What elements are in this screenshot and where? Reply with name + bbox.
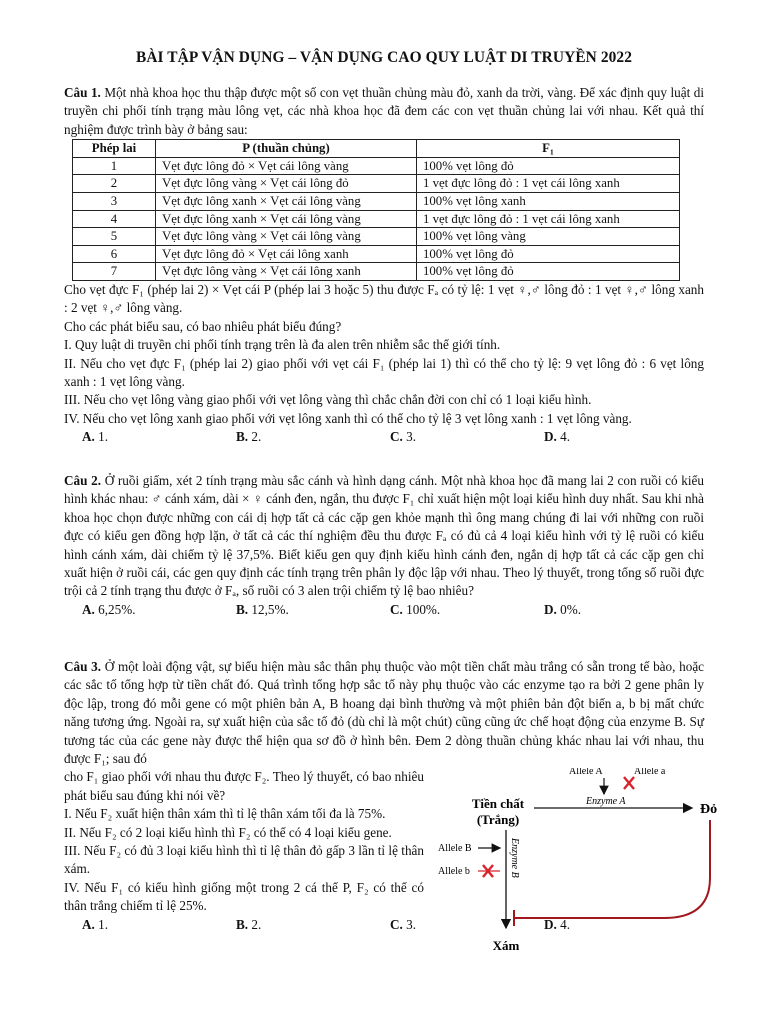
question-3-body bbox=[64, 768, 718, 954]
table-cell: Vẹt đực lông đỏ × Vẹt cái lông xanh bbox=[156, 245, 417, 263]
table-cell: Vẹt đực lông đỏ × Vẹt cái lông vàng bbox=[156, 157, 417, 175]
table-row bbox=[73, 157, 680, 175]
page-title: BÀI TẬP VẬN DỤNG – VẬN DỤNG CAO QUY LUẬT DI TRUYỀN 2022 bbox=[135, 49, 633, 66]
table-cell: 1 vẹt đực lông đỏ : 1 vẹt cái lông xanh bbox=[417, 175, 680, 193]
statement-2: II. Nếu F₂ có 2 loại kiểu hình thì F₂ có thể có 4 loại kiểu gene. bbox=[64, 824, 392, 840]
enzyme-a-label: Enzyme A bbox=[586, 796, 626, 808]
question-1-followup: Cho vẹt đực F₁ (phép lai 2) × Vẹt cái P (phép lai 3 hoặc 5) thu được Fₐ có tỷ lệ: 1 vẹt ♀,♂ lông đỏ : 1 vẹt ♀,♂ lông xanh : 2 vẹt ♀,♂ lông vàng. bbox=[64, 281, 704, 316]
question-3-continuation: cho F₁ giao phối với nhau thu được F₂. Theo lý thuyết, có bao nhiêu phát biểu sau đúng khi nói về? bbox=[64, 769, 424, 803]
precursor-label: Tiền chất bbox=[471, 796, 525, 812]
table-cell: 1 vẹt đực lông đỏ : 1 vẹt cái lông xanh bbox=[417, 210, 680, 228]
option-letter: A. bbox=[82, 601, 95, 617]
statement-1: I. Nếu F₂ xuất hiện thân xám thì tỉ lệ thân xám tối đa là 75%. bbox=[64, 806, 386, 822]
table-cell: 100% vẹt lông đỏ bbox=[417, 245, 680, 263]
question-2-text: Ở ruồi giấm, xét 2 tính trạng màu sắc cánh và hình dạng cánh. Một nhà khoa học đã mang lai 2 con ruồi có kiểu hình khác nhau: ♂ cánh xám, dài × ♀ cánh đen, ngắn, thu được F₁ chỉ xuất hiện một loại kiểu hình duy nhất. Sau khi nhà khoa học chọn được những con cái dị hợp tất cả các cặp gen khỏe mạnh thì ông mang chúng đi lai với những con ruồi đực có kiểu gen đồng hợp lặn, ở tất cả các thí nghiệm đều thu được Fₐ có đủ cả 4 loại kiểu hình với tỷ lệ ruồi có kiểu hình cánh xám, dài chiếm tỷ lệ 37,5%. Biết kiểu gen quy định kiểu hình cánh đen, ngắn dị hợp tất cả các cặp gen chỉ xuất hiện ở ruồi cái, các gen quy định các tính trạng trên phân ly độc lập với nhau. Theo lý thuyết, trong tổng số ruồi đực trội cả 2 tính trạng thu được ở Fₐ, số ruồi có 3 alen trội chiếm tỷ lệ bao nhiêu? bbox=[64, 473, 704, 599]
question-3-statements bbox=[64, 768, 424, 915]
table-header: Phép lai bbox=[73, 140, 156, 158]
question-3-text: Ở một loài động vật, sự biểu hiện màu sắc thân phụ thuộc vào một tiền chất màu trắng có sẵn trong tế bào, hoặc các sắc tố tổng hợp từ tiền chất đó. Quá trình tổng hợp sắc tố này phụ thuộc vào các enzyme tạo ra bởi 2 gene phân ly độc lập, trong đó mỗi gene có một phiên bản A, B hoang dại bình thường và một phiên bản đột biến a, b bị mất chức năng tương ứng. Ngoài ra, sự xuất hiện của sắc tố đỏ (dù chỉ là một chút) cũng cũng ức chế hoạt động của enzyme B. Sự tương tác của các gene này được thể hiện qua sơ đồ ở hình bên. Đem 2 dòng thuần chủng khác nhau lai với nhau, thu được F₁; sau đó bbox=[64, 659, 705, 767]
table-cell: 100% vẹt lông vàng bbox=[417, 228, 680, 246]
option-letter: D. bbox=[544, 429, 557, 445]
question-3-label: Câu 3. bbox=[64, 659, 102, 674]
table-cell: Vẹt đực lông vàng × Vẹt cái lông vàng bbox=[156, 228, 417, 246]
table-row bbox=[73, 263, 680, 281]
answer-options bbox=[64, 601, 704, 619]
allele-b-recessive-label: Allele b bbox=[438, 866, 470, 878]
table-cell: 2 bbox=[73, 175, 156, 193]
statement-1: I. Quy luật di truyền chi phối tính trạng trên là đa alen trên nhiễm sắc thể giới tính. bbox=[64, 337, 501, 353]
table-cell: 4 bbox=[73, 210, 156, 228]
answer-option-c bbox=[390, 601, 544, 619]
table-cell: Vẹt đực lông vàng × Vẹt cái lông xanh bbox=[156, 263, 417, 281]
option-text: 1. bbox=[98, 916, 109, 932]
option-letter: D. bbox=[544, 916, 557, 932]
table-row bbox=[73, 245, 680, 263]
option-letter: C. bbox=[390, 916, 403, 932]
red-inhibition-curve bbox=[514, 820, 710, 918]
table-row bbox=[73, 210, 680, 228]
question-1-label: Câu 1. bbox=[64, 85, 101, 100]
enzyme-b-label: Enzyme B bbox=[509, 838, 520, 879]
answer-option-d bbox=[544, 601, 698, 619]
table-cell: 6 bbox=[73, 245, 156, 263]
table-cell: 100% vẹt lông đỏ bbox=[417, 157, 680, 175]
table-header: F₁ bbox=[417, 140, 680, 158]
statement-3: III. Nếu cho vẹt lông vàng giao phối với vẹt lông vàng thì chắc chắn đời con chỉ có 1 loại kiểu hình. bbox=[64, 392, 592, 408]
question-2 bbox=[64, 472, 704, 619]
option-letter: A. bbox=[82, 429, 95, 445]
table-cell: 3 bbox=[73, 193, 156, 211]
allele-b-dominant-label: Allele B bbox=[438, 843, 472, 855]
answer-options bbox=[64, 428, 704, 446]
answer-option-b bbox=[236, 428, 390, 446]
option-text: 3. bbox=[406, 429, 417, 445]
answer-option-a bbox=[82, 916, 236, 934]
cross-results-table bbox=[72, 139, 680, 281]
option-text: 100%. bbox=[406, 601, 441, 617]
answer-option-d bbox=[544, 428, 698, 446]
question-1-ask: Cho các phát biểu sau, có bao nhiêu phát biểu đúng? bbox=[64, 318, 342, 334]
table-cell: Vẹt đực lông xanh × Vẹt cái lông vàng bbox=[156, 193, 417, 211]
table-header-row bbox=[73, 140, 680, 158]
answer-option-b bbox=[236, 916, 390, 934]
allele-a-dominant-label: Allele A bbox=[569, 768, 603, 778]
option-letter: B. bbox=[236, 916, 249, 932]
statement-4: IV. Nếu F₁ có kiểu hình giống một trong 2 cá thể P, F₂ có thể có thân trắng chiếm tỉ lệ 25%. bbox=[64, 879, 424, 914]
table-cell: Vẹt đực lông vàng × Vẹt cái lông đỏ bbox=[156, 175, 417, 193]
table-cell: 1 bbox=[73, 157, 156, 175]
answer-option-a bbox=[82, 428, 236, 446]
statement-4: IV. Nếu cho vẹt lông xanh giao phối với vẹt lông xanh thì có thể cho tỷ lệ 3 vẹt lông xanh : 1 vẹt lông vàng. bbox=[64, 410, 632, 426]
option-letter: B. bbox=[236, 429, 249, 445]
pigment-pathway-diagram bbox=[434, 768, 734, 958]
grey-product-label: Xám bbox=[492, 938, 520, 954]
red-product-label: Đỏ bbox=[700, 802, 718, 818]
allele-a-recessive-label: Allele a bbox=[634, 768, 666, 778]
table-header: P (thuần chủng) bbox=[156, 140, 417, 158]
option-text: 4. bbox=[560, 429, 571, 445]
table-cell: Vẹt đực lông xanh × Vẹt cái lông vàng bbox=[156, 210, 417, 228]
table-row bbox=[73, 193, 680, 211]
table-row bbox=[73, 228, 680, 246]
option-letter: C. bbox=[390, 601, 403, 617]
option-letter: A. bbox=[82, 916, 95, 932]
option-text: 12,5%. bbox=[251, 601, 289, 617]
option-text: 2. bbox=[251, 429, 262, 445]
option-letter: C. bbox=[390, 429, 403, 445]
question-1 bbox=[64, 84, 704, 447]
table-cell: 100% vẹt lông xanh bbox=[417, 193, 680, 211]
question-1-intro: Một nhà khoa học thu thập được một số con vẹt thuần chủng màu đỏ, xanh da trời, vàng. Để xác định quy luật di truyền chi phối tính trạng màu lông vẹt, các nhà khoa học đã đem các con vẹt thuần chủng lai với nhau. Kết quả thí nghiệm được trình bày ở bảng sau: bbox=[64, 85, 705, 137]
answer-option-b bbox=[236, 601, 390, 619]
cross-mark-icon bbox=[624, 777, 634, 789]
option-text: 2. bbox=[251, 916, 262, 932]
table-row bbox=[73, 175, 680, 193]
option-text: 1. bbox=[98, 429, 109, 445]
table-cell: 100% vẹt lông đỏ bbox=[417, 263, 680, 281]
answer-option-a bbox=[82, 601, 236, 619]
option-letter: B. bbox=[236, 601, 249, 617]
answer-option-c bbox=[390, 428, 544, 446]
statement-2: II. Nếu cho vẹt đực F₁ (phép lai 2) giao phối với vẹt cái F₁ (phép lai 1) thì có thể cho tỷ lệ: 9 vẹt lông đỏ : 6 vẹt lông xanh : 1 vẹt lông vàng. bbox=[64, 355, 704, 389]
question-3 bbox=[64, 658, 718, 954]
question-2-label: Câu 2. bbox=[64, 473, 102, 488]
option-text: 3. bbox=[406, 916, 417, 932]
table-cell: 5 bbox=[73, 228, 156, 246]
option-text: 0%. bbox=[560, 601, 582, 617]
statement-3: III. Nếu F₂ có đủ 3 loại kiểu hình thì tỉ lệ thân đỏ gấp 3 lần tỉ lệ thân xám. bbox=[64, 843, 424, 877]
precursor-color-label: (Trắng) bbox=[476, 812, 520, 828]
option-letter: D. bbox=[544, 601, 557, 617]
table-cell: 7 bbox=[73, 263, 156, 281]
option-text: 6,25%. bbox=[98, 601, 136, 617]
option-text: 4. bbox=[560, 916, 571, 932]
